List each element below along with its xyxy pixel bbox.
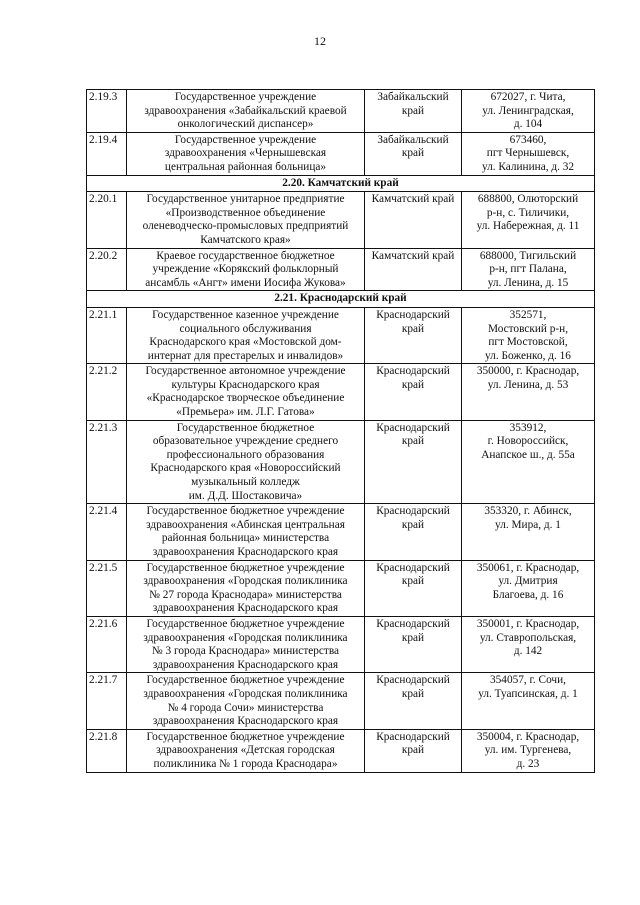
postal-address: 350004, г. Краснодар, ул. им. Тургенева, д. 23 xyxy=(462,729,595,772)
region-name: Камчатский край xyxy=(365,192,462,248)
entry-number: 2.20.1 xyxy=(87,192,127,248)
organization-name: Государственное бюджетное учреждение здравоохранения «Городская поликлиника № 3 города Краснодара» министерства здравоохранения Краснодарского края xyxy=(127,616,365,672)
table-row xyxy=(87,307,595,363)
region-name: Краснодарский край xyxy=(365,729,462,772)
entry-number: 2.21.7 xyxy=(87,673,127,729)
organization-name: Государственное бюджетное учреждение здравоохранения «Городская поликлиника № 4 города Сочи» министерства здравоохранения Краснодарского края xyxy=(127,673,365,729)
entry-number: 2.19.3 xyxy=(87,90,127,133)
organization-name: Государственное унитарное предприятие «Производственное объединение оленеводческо-промысловых предприятий Камчатского края» xyxy=(127,192,365,248)
postal-address: 350061, г. Краснодар, ул. Дмитрия Благоева, д. 16 xyxy=(462,560,595,616)
table-row xyxy=(87,132,595,175)
section-header-row xyxy=(87,175,595,192)
table-row xyxy=(87,504,595,560)
table-row xyxy=(87,364,595,420)
postal-address: 353320, г. Абинск, ул. Мира, д. 1 xyxy=(462,504,595,560)
region-name: Краснодарский край xyxy=(365,307,462,363)
table-row xyxy=(87,616,595,672)
region-name: Краснодарский край xyxy=(365,560,462,616)
postal-address: 350001, г. Краснодар, ул. Ставропольская, д. 142 xyxy=(462,616,595,672)
organization-name: Государственное бюджетное учреждение здравоохранения «Городская поликлиника № 27 города Краснодара» министерства здравоохранения Краснодарского края xyxy=(127,560,365,616)
table-row xyxy=(87,729,595,772)
organization-name: Государственное учреждение здравоохранения «Чернышевская центральная районная больница» xyxy=(127,132,365,175)
postal-address: 354057, г. Сочи, ул. Туапсинская, д. 1 xyxy=(462,673,595,729)
organization-name: Государственное автономное учреждение культуры Краснодарского края «Краснодарское творческое объединение «Премьера» им. Л.Г. Гатова» xyxy=(127,364,365,420)
organizations-table xyxy=(86,89,595,773)
table-row xyxy=(87,248,595,291)
table-body xyxy=(87,90,595,773)
postal-address: 688800, Олюторский р-н, с. Тиличики, ул. Набережная, д. 11 xyxy=(462,192,595,248)
postal-address: 353912, г. Новороссийск, Анапское ш., д. 55а xyxy=(462,420,595,504)
entry-number: 2.21.2 xyxy=(87,364,127,420)
organization-name: Краевое государственное бюджетное учреждение «Корякский фольклорный ансамбль «Ангт» имени Иосифа Жукова» xyxy=(127,248,365,291)
page-number: 12 xyxy=(314,34,326,48)
region-name: Краснодарский край xyxy=(365,420,462,504)
organization-name: Государственное бюджетное учреждение здравоохранения «Детская городская поликлиника № 1 города Краснодара» xyxy=(127,729,365,772)
table-row xyxy=(87,90,595,133)
region-name: Забайкальский край xyxy=(365,90,462,133)
postal-address: 688000, Тигильский р-н, пгт Палана, ул. Ленина, д. 15 xyxy=(462,248,595,291)
table-row xyxy=(87,192,595,248)
table-row xyxy=(87,560,595,616)
entry-number: 2.19.4 xyxy=(87,132,127,175)
organization-name: Государственное казенное учреждение социального обслуживания Краснодарского края «Мостовской дом- интернат для престарелых и инвалидов» xyxy=(127,307,365,363)
region-name: Краснодарский край xyxy=(365,504,462,560)
organization-name: Государственное бюджетное образовательное учреждение среднего профессионального образования Краснодарского края «Новороссийский музыкальный колледж им. Д.Д. Шостаковича» xyxy=(127,420,365,504)
section-title: 2.21. Краснодарский край xyxy=(87,291,595,308)
entry-number: 2.21.4 xyxy=(87,504,127,560)
region-name: Забайкальский край xyxy=(365,132,462,175)
entry-number: 2.21.1 xyxy=(87,307,127,363)
postal-address: 350000, г. Краснодар, ул. Ленина, д. 53 xyxy=(462,364,595,420)
region-name: Камчатский край xyxy=(365,248,462,291)
entry-number: 2.21.8 xyxy=(87,729,127,772)
entry-number: 2.20.2 xyxy=(87,248,127,291)
entry-number: 2.21.6 xyxy=(87,616,127,672)
region-name: Краснодарский край xyxy=(365,616,462,672)
postal-address: 672027, г. Чита, ул. Ленинградская, д. 104 xyxy=(462,90,595,133)
region-name: Краснодарский край xyxy=(365,673,462,729)
section-header-row xyxy=(87,291,595,308)
organization-name: Государственное бюджетное учреждение здравоохранения «Абинская центральная районная больница» министерства здравоохранения Краснодарского края xyxy=(127,504,365,560)
postal-address: 352571, Мостовский р-н, пгт Мостовской, ул. Боженко, д. 16 xyxy=(462,307,595,363)
postal-address: 673460, пгт Чернышевск, ул. Калинина, д. 32 xyxy=(462,132,595,175)
table-row xyxy=(87,420,595,504)
organization-name: Государственное учреждение здравоохранения «Забайкальский краевой онкологический диспансер» xyxy=(127,90,365,133)
entry-number: 2.21.5 xyxy=(87,560,127,616)
region-name: Краснодарский край xyxy=(365,364,462,420)
entry-number: 2.21.3 xyxy=(87,420,127,504)
table-row xyxy=(87,673,595,729)
section-title: 2.20. Камчатский край xyxy=(87,175,595,192)
